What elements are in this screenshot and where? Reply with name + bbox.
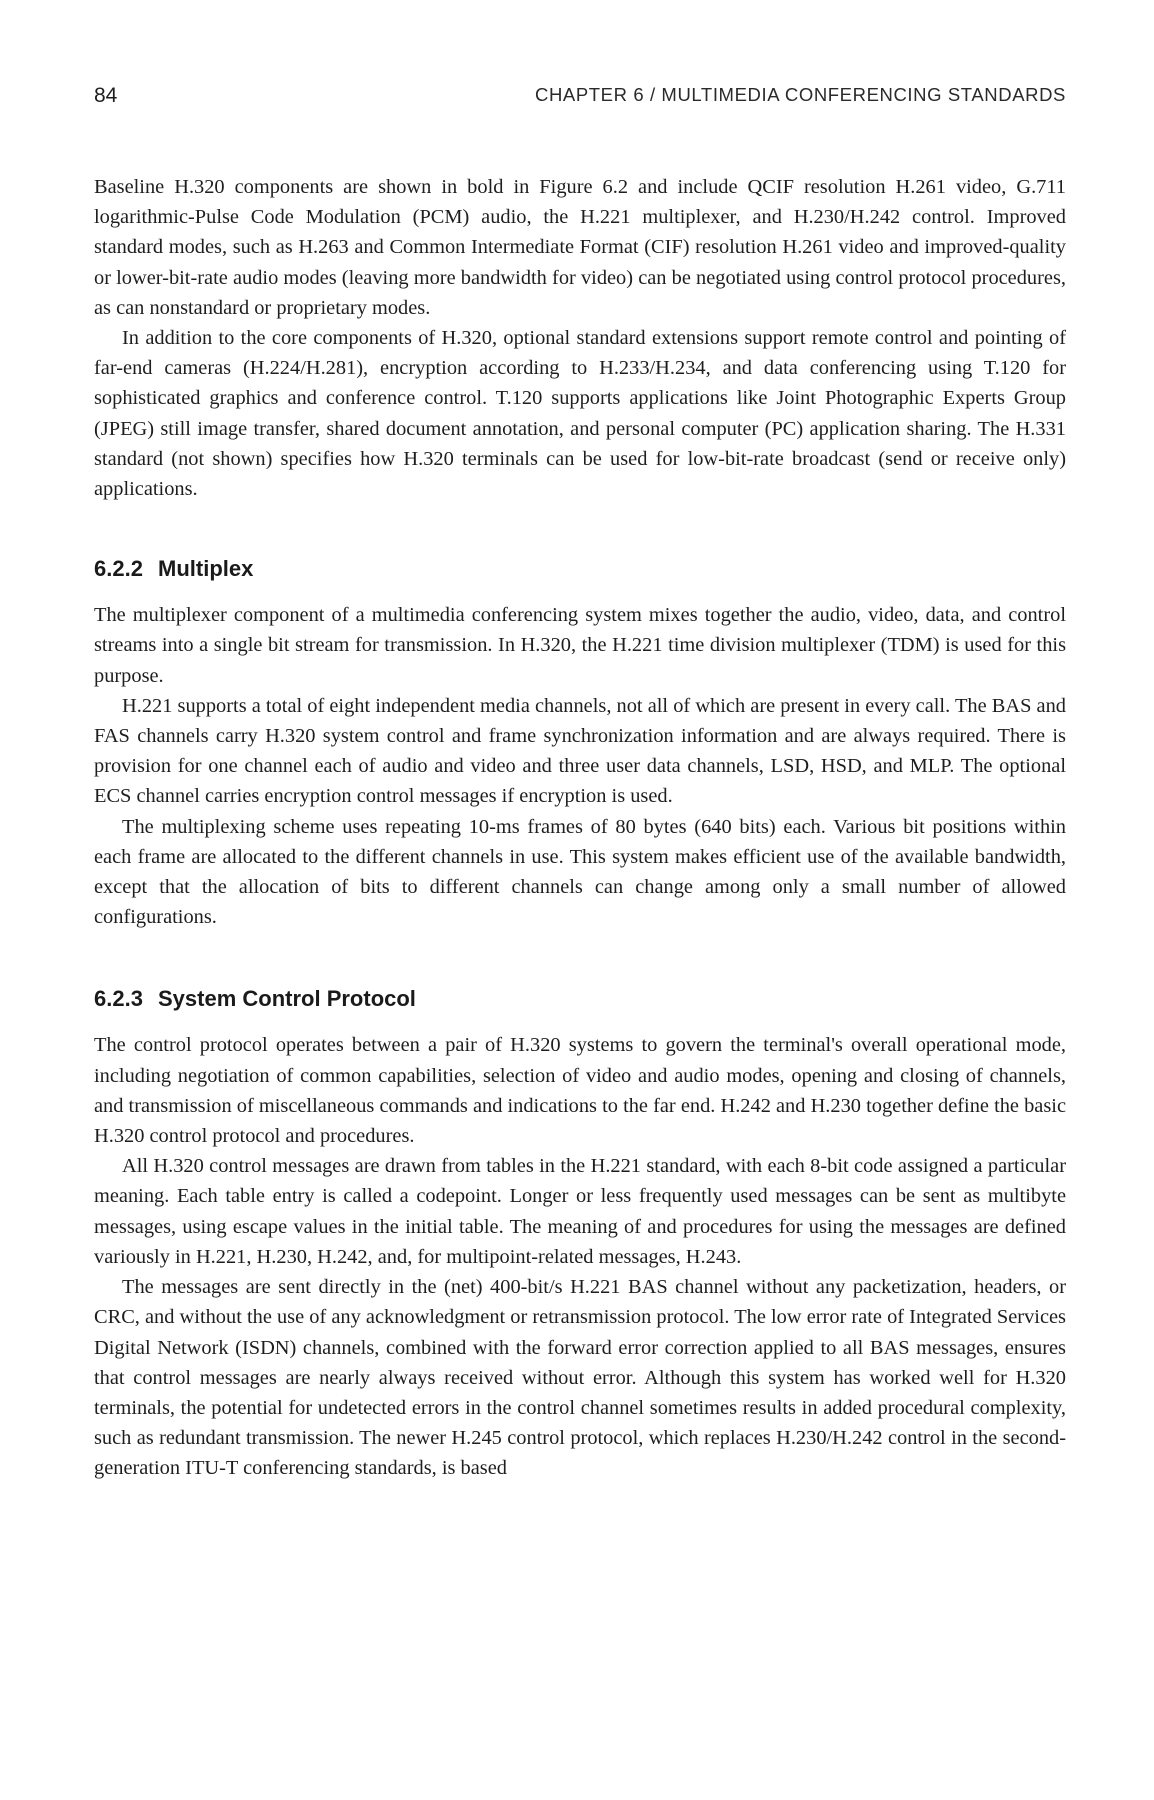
page-number: 84: [94, 84, 118, 107]
running-header: [94, 84, 1066, 114]
paragraph-multiplexing-scheme: The multiplexing scheme uses repeating 10-ms frames of 80 bytes (640 bits) each. Various bit positions within each frame are allocated to the different channels in use. This system makes efficient use of the available bandwidth, except that the allocation of bits to different channels can change among only a small number of allowed configurations.: [94, 815, 1066, 929]
page-body: [94, 172, 1066, 1484]
paragraph-multiplexer-component: The multiplexer component of a multimedia conferencing system mixes together the audio, video, data, and control streams into a single bit stream for transmission. In H.320, the H.221 time division multiplexer (TDM) is used for this purpose.: [94, 604, 1066, 687]
section-title: System Control Protocol: [158, 986, 416, 1012]
section-title: Multiplex: [158, 556, 254, 582]
paragraph-media-channels: H.221 supports a total of eight independent media channels, not all of which are present in every call. The BAS and FAS channels carry H.320 system control and frame synchronization information and are always required. There is provision for one channel each of audio and video and three user data channels, LSD, HSD, and MLP. The optional ECS channel carries encryption control messages if encryption is used.: [94, 694, 1066, 808]
paragraph-optional-extensions: In addition to the core components of H.320, optional standard extensions support remote control and pointing of far-end cameras (H.224/H.281), encryption according to H.233/H.234, and data conferencing using T.120 for sophisticated graphics and conference control. T.120 supports applications like Joint Photographic Experts Group (JPEG) still image transfer, shared document annotation, and personal computer (PC) application sharing. The H.331 standard (not shown) specifies how H.320 terminals can be used for low-bit-rate broadcast (send or receive only) applications.: [94, 327, 1066, 501]
paragraph-baseline-components: Baseline H.320 components are shown in bold in Figure 6.2 and include QCIF resolution H.261 video, G.711 logarithmic-Pulse Code Modulation (PCM) audio, the H.221 multiplexer, and H.230/H.242 control. Improved standard modes, such as H.263 and Common Intermediate Format (CIF) resolution H.261 video and improved-quality or lower-bit-rate audio modes (leaving more bandwidth for video) can be negotiated using control protocol procedures, as can nonstandard or proprietary modes.: [94, 176, 1066, 319]
paragraph-control-messages: All H.320 control messages are drawn from tables in the H.221 standard, with each 8-bit code assigned a particular meaning. Each table entry is called a codepoint. Longer or less frequently used messages can be sent as multibyte messages, using escape values in the initial table. The meaning of and procedures for using the messages are defined variously in H.221, H.230, H.242, and, for multipoint-related messages, H.243.: [94, 1155, 1066, 1268]
section-heading-system-control: [94, 984, 1066, 1014]
chapter-title: CHAPTER 6 / MULTIMEDIA CONFERENCING STANDARDS: [534, 84, 1066, 105]
section-number: 6.2.2: [94, 556, 143, 582]
section-number: 6.2.3: [94, 986, 143, 1012]
section-heading-multiplex: [94, 554, 1066, 584]
paragraph-control-protocol: The control protocol operates between a pair of H.320 systems to govern the terminal's overall operational mode, including negotiation of common capabilities, selection of video and audio modes, opening and closing of channels, and transmission of miscellaneous commands and indications to the far end. H.242 and H.230 together define the basic H.320 control protocol and procedures.: [94, 1034, 1066, 1148]
paragraph-bas-channel: The messages are sent directly in the (net) 400-bit/s H.221 BAS channel without any packetization, headers, or CRC, and without the use of any acknowledgment or retransmission protocol. The low error rate of Integrated Services Digital Network (ISDN) channels, combined with the forward error correction applied to all BAS messages, ensures that control messages are nearly always received without error. Although this system has worked well for H.320 terminals, the potential for undetected errors in the control channel sometimes results in added procedural complexity, such as redundant transmission. The newer H.245 control protocol, which replaces H.230/H.242 control in the second-generation ITU-T conferencing standards, is based: [94, 1276, 1066, 1480]
